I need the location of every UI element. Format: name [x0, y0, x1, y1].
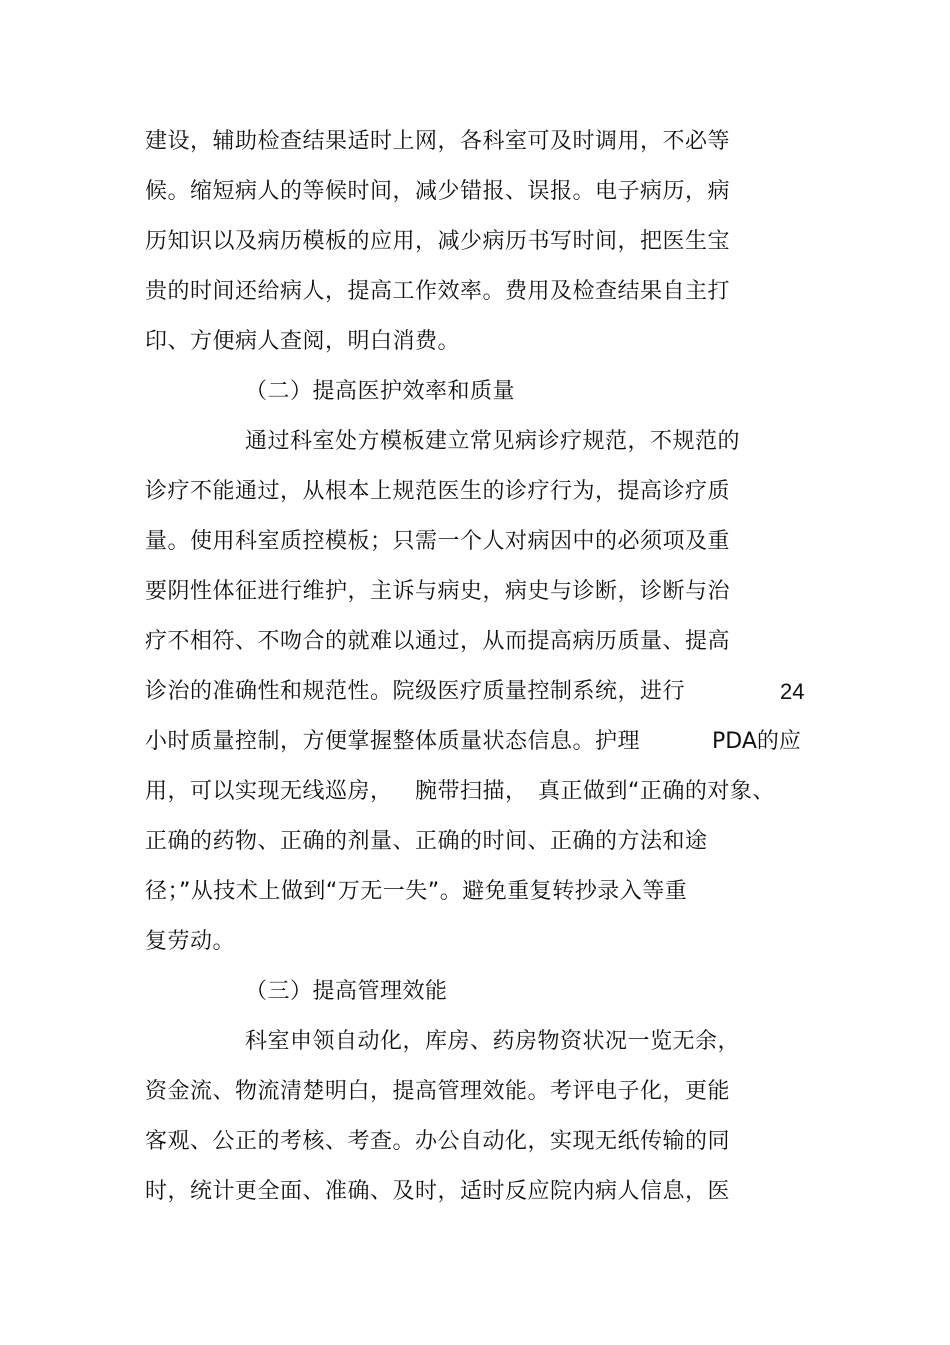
text-line: 时，统计更全面、准确、及时，适时反应院内病人信息，医 — [145, 1179, 731, 1204]
number-24: 24 — [780, 679, 805, 704]
section-heading: （二）提高医护效率和质量 — [245, 379, 516, 404]
text-line: 疗不相符、不吻合的就难以通过，从而提高病历质量、提高 — [145, 629, 731, 654]
text-line: 候。缩短病人的等候时间，减少错报、误报。电子病历，病 — [145, 179, 731, 204]
text-line: 印、方便病人查阅，明白消费。 — [145, 329, 461, 354]
text-line: 客观、公正的考核、考查。办公自动化，实现无纸传输的同 — [145, 1129, 731, 1154]
section-heading: （三）提高管理效能 — [245, 979, 448, 1004]
text-line: 复劳动。 — [145, 929, 236, 954]
text-line: 正确的药物、正确的剂量、正确的时间、正确的方法和途 — [145, 829, 708, 854]
text-line: 历知识以及病历模板的应用，减少病历书写时间，把医生宝 — [145, 229, 731, 254]
text-line: 用，可以实现无线巡房， — [145, 779, 393, 804]
text-line: 径；”从技术上做到“万无一失”。避免重复转抄录入等重 — [145, 879, 688, 904]
text-line: 诊疗不能通过，从根本上规范医生的诊疗行为，提高诊疗质 — [145, 479, 731, 504]
text-ensure: 真正做到“正确的对象、 — [538, 779, 775, 804]
text-line: 资金流、物流清楚明白，提高管理效能。考评电子化，更能 — [145, 1079, 731, 1104]
text-line: 通过科室处方模板建立常见病诊疗规范，不规范的 — [245, 429, 741, 454]
text-line: 贵的时间还给病人，提高工作效率。费用及检查结果自主打 — [145, 279, 731, 304]
text-line: 量。使用科室质控模板；只需一个人对病因中的必须项及重 — [145, 529, 731, 554]
text-line: 小时质量控制，方便掌握整体质量状态信息。护理 — [145, 729, 641, 754]
text-line: 诊治的准确性和规范性。院级医疗质量控制系统，进行 — [145, 679, 686, 704]
text-wristband: 腕带扫描， — [415, 779, 528, 804]
text-pda: PDA的应 — [712, 729, 801, 754]
text-line: 要阴性体征进行维护，主诉与病史，病史与诊断，诊断与治 — [145, 579, 731, 604]
text-line: 建设，辅助检查结果适时上网，各科室可及时调用，不必等 — [145, 129, 731, 154]
text-line: 科室申领自动化，库房、药房物资状况一览无余， — [245, 1029, 741, 1054]
